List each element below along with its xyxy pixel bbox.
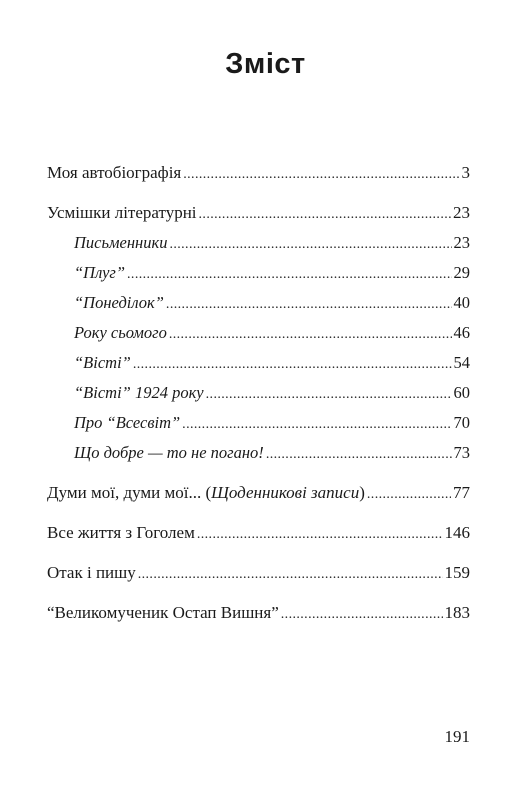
toc-subentry-visti[interactable]	[47, 350, 470, 376]
dot-leader	[127, 260, 451, 288]
paren-close: )	[359, 483, 365, 502]
toc-entry-label	[47, 480, 365, 506]
toc-subentry-good-not-bad[interactable]	[47, 440, 470, 466]
toc-entry-label: Моя автобіографія	[47, 163, 182, 182]
toc-entry-label: “Понеділок”	[74, 293, 164, 312]
page-number: 191	[444, 727, 470, 746]
toc-entry-label: “Великомученик Остап Вишня”	[47, 603, 279, 622]
toc-entry-page: 70	[453, 413, 470, 432]
toc-entry-autobiography[interactable]	[47, 160, 470, 186]
dot-leader	[182, 410, 451, 438]
toc-entry-page: 23	[453, 233, 470, 252]
toc-subentry-visti-1924[interactable]	[47, 380, 470, 406]
dot-leader	[138, 560, 443, 588]
table-of-contents	[47, 160, 470, 626]
toc-entry-label: Письменники	[74, 233, 168, 252]
toc-entry-label: “Вісті”	[74, 353, 131, 372]
toc-entry-literary-smiles[interactable]	[47, 200, 470, 226]
toc-entry-label: Року сьомого	[74, 323, 167, 342]
toc-entry-page: 40	[453, 293, 470, 312]
dot-leader	[169, 230, 451, 258]
toc-entry-label: Усмішки літературні	[47, 203, 197, 222]
toc-entry-label: “Вісті” 1924 року	[74, 383, 204, 402]
toc-entry-so-i-write[interactable]	[47, 560, 470, 586]
toc-entry-my-thoughts[interactable]	[47, 480, 470, 506]
dot-leader	[199, 200, 451, 228]
toc-entry-label: “Плуг”	[74, 263, 126, 282]
dot-leader	[133, 350, 452, 378]
toc-entry-page: 23	[453, 203, 470, 222]
toc-entry-page: 146	[444, 523, 470, 542]
toc-subentry-plug[interactable]	[47, 260, 470, 286]
toc-entry-great-martyr[interactable]	[47, 600, 470, 626]
toc-entry-page: 46	[453, 323, 470, 342]
toc-entry-page: 60	[453, 383, 470, 402]
toc-entry-page: 183	[444, 603, 470, 622]
toc-entry-page: 73	[453, 443, 470, 462]
toc-entry-label-italic: Щоденникові записи	[211, 483, 360, 502]
toc-entry-page: 29	[453, 263, 470, 282]
toc-entry-page: 3	[461, 163, 470, 182]
toc-subentry-writers[interactable]	[47, 230, 470, 256]
dot-leader	[166, 290, 452, 318]
toc-entry-page: 54	[453, 353, 470, 372]
toc-entry-label: Все життя з Гоголем	[47, 523, 195, 542]
toc-entry-page: 159	[444, 563, 470, 582]
toc-subentry-ponedilok[interactable]	[47, 290, 470, 316]
toc-entry-page: 77	[453, 483, 470, 502]
toc-entry-label: Отак і пишу	[47, 563, 136, 582]
dot-leader	[183, 160, 459, 188]
dot-leader	[281, 600, 443, 628]
toc-entry-gogol[interactable]	[47, 520, 470, 546]
dot-leader	[367, 480, 451, 508]
dot-leader	[206, 380, 452, 408]
toc-subentry-vsesvit[interactable]	[47, 410, 470, 436]
dot-leader	[266, 440, 452, 468]
dot-leader	[197, 520, 443, 548]
paren-open: (	[205, 483, 212, 502]
toc-entry-label-main: Думи мої, думи мої...	[47, 483, 206, 502]
toc-entry-label: Що добре — то не погано!	[74, 443, 264, 462]
toc-subentry-seventh-year[interactable]	[47, 320, 470, 346]
toc-entry-label: Про “Всесвіт”	[74, 413, 181, 432]
page-title: Зміст	[225, 48, 306, 80]
dot-leader	[169, 320, 452, 348]
